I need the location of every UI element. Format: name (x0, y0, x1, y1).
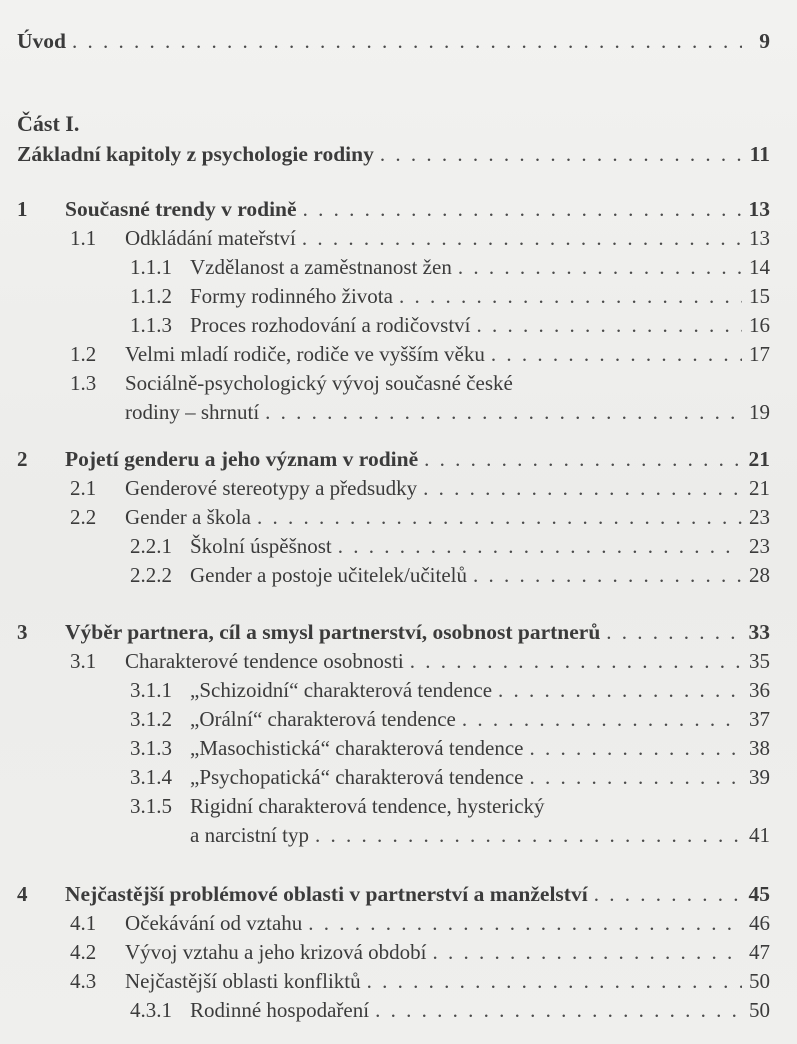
chapter-title: Současné trendy v rodině (65, 197, 297, 221)
toc-section-1-3[interactable] (0, 398, 797, 426)
chapter-number: 4 (17, 882, 28, 906)
chapter-number: 3 (17, 620, 28, 644)
toc-subsection-1-1-1[interactable] (0, 253, 797, 281)
toc-chapter-1[interactable] (0, 195, 797, 223)
page-number: 45 (748, 882, 770, 906)
dot-leader (367, 967, 742, 995)
subsection-title-line1: Rigidní charakterová tendence, hysterický (190, 794, 545, 818)
section-title: Genderové stereotypy a předsudky (125, 476, 418, 500)
subsection-title: „Psychopatická“ charakterová tendence (190, 765, 524, 789)
subsection-number: 3.1.5 (130, 794, 172, 818)
subsection-number: 3.1.4 (130, 765, 172, 789)
subsection-number: 3.1.3 (130, 736, 172, 760)
dot-leader (303, 195, 742, 223)
dot-leader (265, 398, 742, 426)
toc-section-3-1[interactable] (0, 647, 797, 675)
page-number: 35 (749, 649, 770, 673)
toc-subsection-3-1-1[interactable] (0, 676, 797, 704)
toc-section-4-1[interactable] (0, 909, 797, 937)
toc-subsection-3-1-4[interactable] (0, 763, 797, 791)
page-number: 47 (749, 940, 770, 964)
page-number: 37 (749, 707, 770, 731)
dot-leader (72, 27, 742, 55)
section-title: Odkládání mateřství (125, 226, 296, 250)
chapter-title: Pojetí genderu a jeho význam v rodině (65, 447, 419, 471)
dot-leader (399, 282, 742, 310)
dot-leader (473, 561, 742, 589)
section-number: 3.1 (70, 649, 97, 673)
page-number: 46 (749, 911, 770, 935)
toc-section-1-2[interactable] (0, 340, 797, 368)
toc-section-4-2[interactable] (0, 938, 797, 966)
page-number: 39 (749, 765, 770, 789)
page-number: 33 (748, 620, 770, 644)
toc-chapter-2[interactable] (0, 445, 797, 473)
section-title-line1: Sociálně-psychologický vývoj současné české (125, 371, 513, 395)
toc-section-1-3-line1[interactable] (0, 369, 797, 397)
toc-entry-part-1[interactable] (0, 140, 797, 168)
page-number: 15 (749, 284, 770, 308)
page-number: 28 (749, 563, 770, 587)
section-number: 2.1 (70, 476, 97, 500)
dot-leader (410, 647, 742, 675)
section-title: Gender a škola (125, 505, 251, 529)
subsection-number: 1.1.1 (130, 255, 172, 279)
page-number: 36 (749, 678, 770, 702)
page-number: 16 (749, 313, 770, 337)
dot-leader (594, 880, 742, 908)
toc-subsection-3-1-5[interactable] (0, 821, 797, 849)
subsection-title: a narcistní typ (190, 823, 309, 847)
toc-subsection-3-1-3[interactable] (0, 734, 797, 762)
entry-title: Úvod (17, 29, 66, 53)
dot-leader (257, 503, 742, 531)
subsection-number: 3.1.1 (130, 678, 172, 702)
page-number: 21 (749, 476, 770, 500)
toc-subsection-1-1-3[interactable] (0, 311, 797, 339)
toc-subsection-4-3-1[interactable] (0, 996, 797, 1024)
toc-chapter-3[interactable] (0, 618, 797, 646)
part-title: Základní kapitoly z psychologie rodiny (17, 142, 374, 166)
dot-leader (433, 938, 742, 966)
subsection-title: „Schizoidní“ charakterová tendence (190, 678, 493, 702)
toc-entry-intro[interactable] (0, 27, 797, 55)
dot-leader (530, 734, 743, 762)
subsection-title: Formy rodinného života (190, 284, 393, 308)
dot-leader (302, 224, 742, 252)
toc-subsection-3-1-5-line1[interactable] (0, 792, 797, 820)
toc-section-2-2[interactable] (0, 503, 797, 531)
section-number: 1.3 (70, 371, 97, 395)
page-number: 23 (749, 505, 770, 529)
dot-leader (308, 909, 742, 937)
section-number: 4.1 (70, 911, 97, 935)
dot-leader (423, 474, 742, 502)
dot-leader (498, 676, 742, 704)
page-number: 13 (748, 197, 770, 221)
section-number: 2.2 (70, 505, 97, 529)
toc-subsection-2-2-1[interactable] (0, 532, 797, 560)
subsection-title: „Orální“ charakterová tendence (190, 707, 456, 731)
toc-subsection-2-2-2[interactable] (0, 561, 797, 589)
section-number: 1.1 (70, 226, 97, 250)
chapter-title: Výběr partnera, cíl a smysl partnerství, osobnost partnerů (65, 620, 601, 644)
page-number: 38 (749, 736, 770, 760)
page-number: 23 (749, 534, 770, 558)
chapter-number: 1 (17, 197, 28, 221)
toc-chapter-4[interactable] (0, 880, 797, 908)
section-title: Nejčastější oblasti konfliktů (125, 969, 361, 993)
dot-leader (424, 445, 742, 473)
section-title: Charakterové tendence osobnosti (125, 649, 404, 673)
subsection-title: Školní úspěšnost (190, 534, 332, 558)
subsection-number: 1.1.2 (130, 284, 172, 308)
subsection-number: 2.2.1 (130, 534, 172, 558)
page-number: 13 (749, 226, 770, 250)
dot-leader (477, 311, 742, 339)
toc-section-1-1[interactable] (0, 224, 797, 252)
subsection-number: 2.2.2 (130, 563, 172, 587)
section-number: 4.3 (70, 969, 97, 993)
part-label: Část I. (17, 111, 80, 136)
dot-leader (315, 821, 742, 849)
section-title: Vývoj vztahu a jeho krizová období (125, 940, 427, 964)
subsection-title: Gender a postoje učitelek/učitelů (190, 563, 467, 587)
page-number: 14 (749, 255, 770, 279)
page-number: 17 (749, 342, 770, 366)
toc-section-2-1[interactable] (0, 474, 797, 502)
section-title: Očekávání od vztahu (125, 911, 303, 935)
toc-section-4-3[interactable] (0, 967, 797, 995)
chapter-number: 2 (17, 447, 28, 471)
section-number: 4.2 (70, 940, 97, 964)
subsection-number: 1.1.3 (130, 313, 172, 337)
subsection-title: Proces rozhodování a rodičovství (190, 313, 471, 337)
page-number: 41 (749, 823, 770, 847)
dot-leader (375, 996, 742, 1024)
section-title: rodiny – shrnutí (125, 400, 260, 424)
toc-subsection-1-1-2[interactable] (0, 282, 797, 310)
section-number: 1.2 (70, 342, 97, 366)
page-number: 11 (749, 142, 770, 166)
page-number: 21 (748, 447, 770, 471)
subsection-title: „Masochistická“ charakterová tendence (190, 736, 524, 760)
subsection-title: Rodinné hospodaření (190, 998, 370, 1022)
chapter-title: Nejčastější problémové oblasti v partnerství a manželství (65, 882, 588, 906)
page-number: 9 (759, 29, 770, 53)
dot-leader (491, 340, 742, 368)
page-number: 50 (749, 998, 770, 1022)
dot-leader (338, 532, 742, 560)
subsection-number: 3.1.2 (130, 707, 172, 731)
dot-leader (380, 140, 742, 168)
toc-subsection-3-1-2[interactable] (0, 705, 797, 733)
dot-leader (530, 763, 743, 791)
page-number: 19 (749, 400, 770, 424)
dot-leader (462, 705, 742, 733)
page-number: 50 (749, 969, 770, 993)
dot-leader (458, 253, 742, 281)
dot-leader (606, 618, 742, 646)
section-title: Velmi mladí rodiče, rodiče ve vyšším věku (125, 342, 485, 366)
subsection-number: 4.3.1 (130, 998, 172, 1022)
subsection-title: Vzdělanost a zaměstnanost žen (190, 255, 452, 279)
